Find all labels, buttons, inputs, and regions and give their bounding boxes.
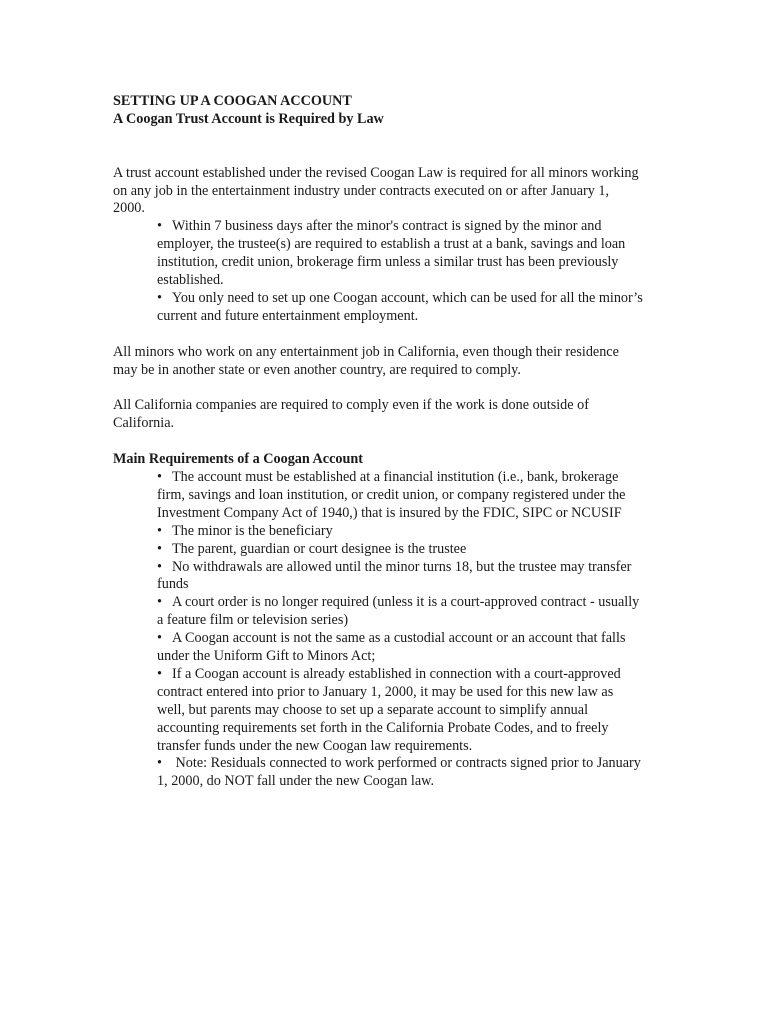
- bullet-icon: •: [157, 594, 162, 611]
- spacer: [113, 433, 643, 451]
- bullet-icon: •: [157, 522, 162, 539]
- document-title: SETTING UP A COOGAN ACCOUNT: [113, 93, 352, 109]
- document-subtitle: A Coogan Trust Account is Required by Law: [113, 110, 384, 127]
- list-item: [157, 469, 643, 523]
- requirements-heading: Main Requirements of a Coogan Account: [113, 451, 363, 468]
- bullet-icon: •: [157, 218, 162, 235]
- list-item-text: If a Coogan account is already established in connection with a court-approved contract entered into prior to January 1, 2000, it may be used for this new law as well, but parents may choose to set up a separate account to simplify annual accounting requirements set forth in the California Probate Codes, and to freely transfer funds under the new Coogan law requirements.: [157, 665, 621, 754]
- list-item: [157, 755, 643, 791]
- bullet-icon: •: [157, 630, 162, 647]
- list-item: [157, 218, 643, 290]
- list-item-text: No withdrawals are allowed until the minor turns 18, but the trustee may transfer funds: [157, 558, 632, 593]
- intro-paragraph: A trust account established under the revised Coogan Law is required for all minors working on any job in the entertainment industry under contracts executed on or after January 1, 2000.: [113, 164, 639, 217]
- bullet-icon: •: [157, 289, 162, 306]
- list-item-text: A court order is no longer required (unless it is a court-approved contract - usually a feature film or television series): [157, 594, 640, 629]
- bullet-icon: •: [157, 468, 162, 485]
- intro-bullet-list: [113, 218, 643, 325]
- list-item: [157, 523, 643, 541]
- list-item-text: The account must be established at a financial institution (i.e., bank, brokerage firm, savings and loan institution, or credit union, or company registered under the Investment Company Act of 1940,) that is insured by the FDIC, SIPC or NCUSIF: [157, 468, 626, 521]
- list-item: [157, 630, 643, 666]
- bullet-icon: •: [157, 558, 162, 575]
- list-item: [157, 594, 643, 630]
- bullet-icon: •: [157, 755, 162, 772]
- bullet-icon: •: [157, 540, 162, 557]
- list-item: [157, 666, 643, 756]
- spacer: [113, 379, 643, 397]
- list-item-text: Note: Residuals connected to work performed or contracts signed prior to January 1, 2000, do NOT fall under the new Coogan law.: [157, 755, 641, 790]
- list-item-text: A Coogan account is not the same as a custodial account or an account that falls under the Uniform Gift to Minors Act;: [157, 630, 626, 665]
- list-item: [157, 290, 643, 326]
- list-item: [157, 541, 643, 559]
- list-item: [157, 559, 643, 595]
- spacer: [113, 129, 643, 165]
- requirements-list: [113, 469, 643, 791]
- residence-paragraph: All minors who work on any entertainment job in California, even though their residence may be in another state or even another country, are required to comply.: [113, 343, 619, 378]
- list-item-text: The parent, guardian or court designee is the trustee: [172, 540, 467, 557]
- list-item-text: Within 7 business days after the minor's contract is signed by the minor and employer, the trustee(s) are required to establish a trust at a bank, savings and loan institution, credit union, brokerage firm unless a similar trust has been previously established.: [157, 218, 626, 289]
- list-item-text: The minor is the beneficiary: [172, 522, 333, 539]
- document-page: [113, 93, 643, 791]
- list-item-text: You only need to set up one Coogan account, which can be used for all the minor’s current and future entertainment employment.: [157, 289, 643, 324]
- spacer: [113, 326, 643, 344]
- companies-paragraph: All California companies are required to comply even if the work is done outside of California.: [113, 397, 589, 432]
- bullet-icon: •: [157, 665, 162, 682]
